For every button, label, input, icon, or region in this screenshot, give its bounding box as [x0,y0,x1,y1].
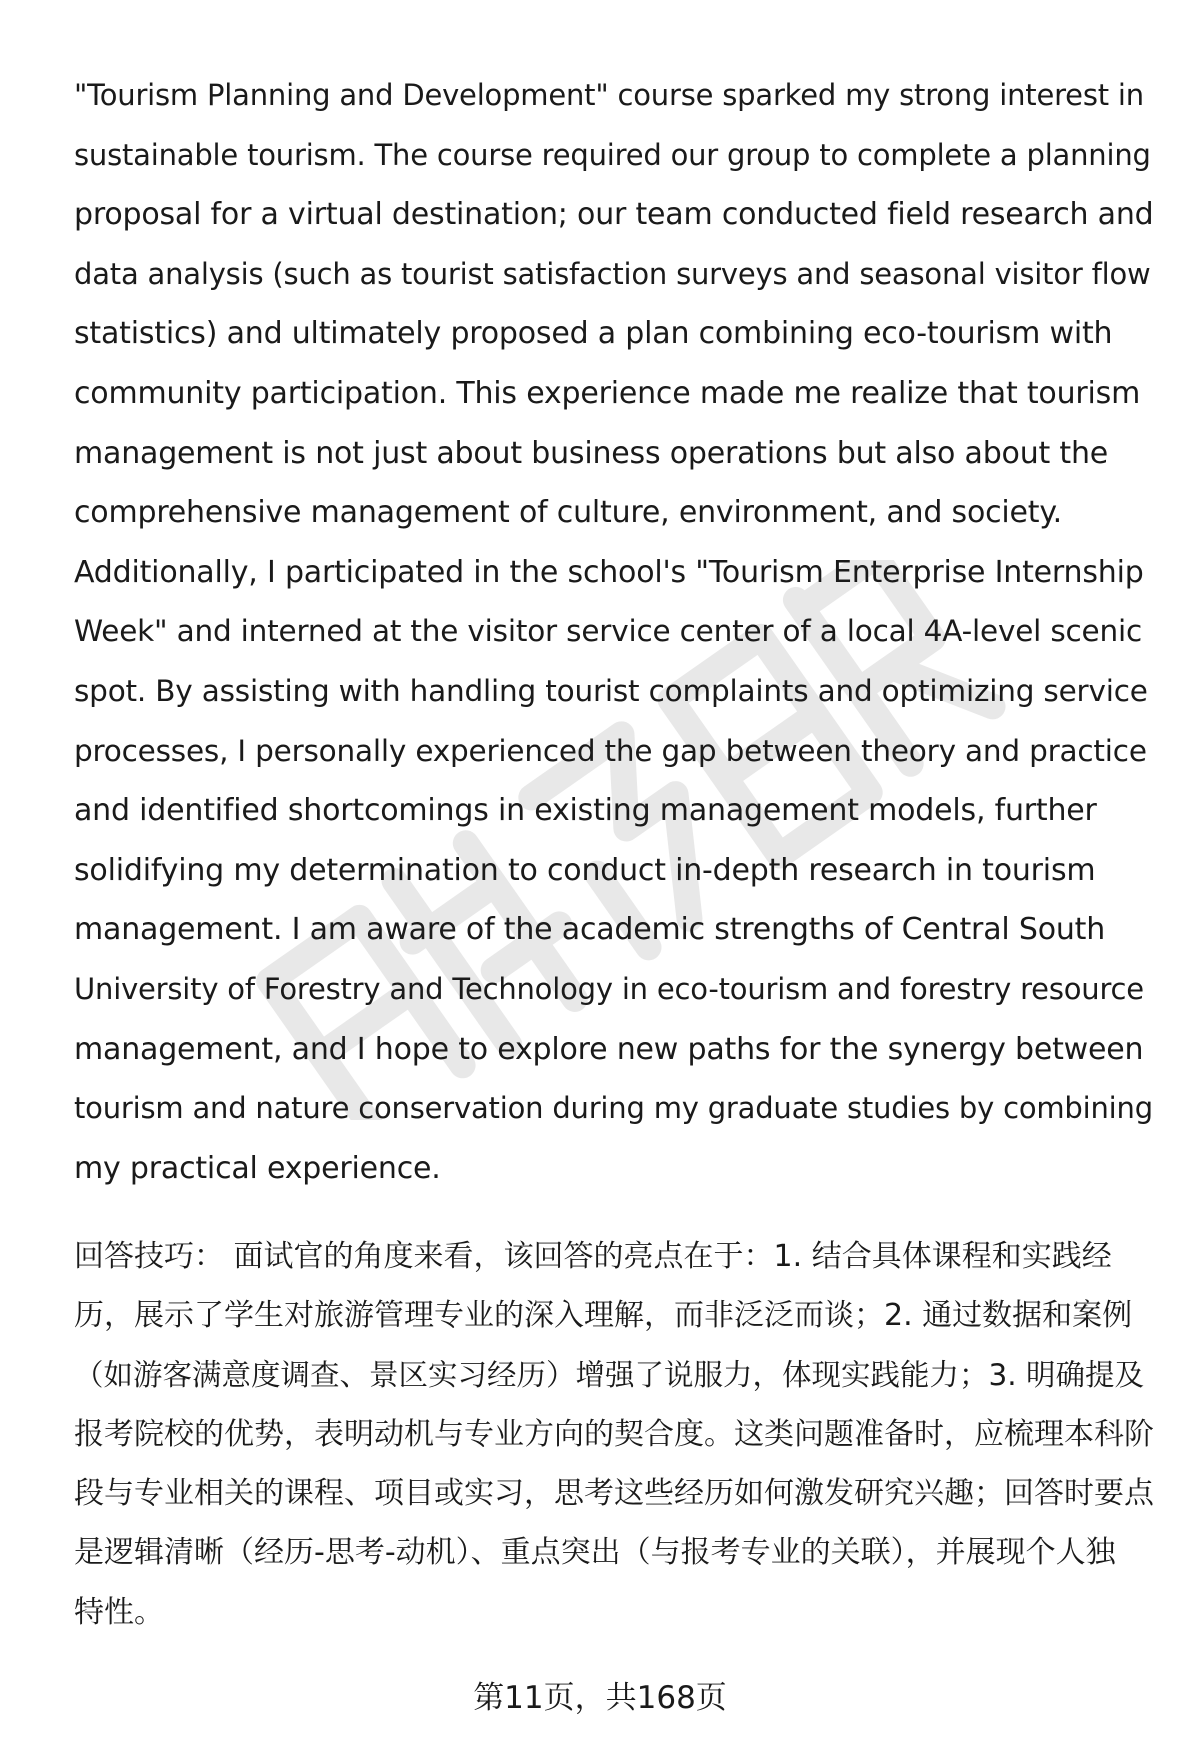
answer-line: community participation. This experience made me realize that tourism [74,375,1141,411]
answer-line: and identified shortcomings in existing management models, further [74,793,1097,829]
answer-line: spot. By assisting with handling tourist complaints and optimizing service [74,673,1148,708]
answer-line: statistics) and ultimately proposed a plan combining eco-tourism with [74,316,1113,352]
answer-line: data analysis (such as tourist satisfaction surveys and seasonal visitor flow [74,256,1151,291]
answer-line: management, and I hope to explore new paths for the synergy between [74,1031,1144,1067]
answer-line: sustainable tourism. The course required our group to complete a planning [74,137,1151,172]
answer-line: "Tourism Planning and Development" course sparked my strong interest in [74,78,1144,112]
answer-line: Week" and interned at the visitor service center of a local 4A-level scenic [74,614,1143,649]
answer-line: processes, I personally experienced the gap between theory and practice [74,733,1147,768]
tips-line: 是逻辑清晰（经历-思考-动机）、重点突出（与报考专业的关联），并展现个人独 [74,1535,1116,1571]
answer-line: tourism and nature conservation during my graduate studies by combining [74,1091,1153,1126]
answer-line: Additionally, I participated in the school's "Tourism Enterprise Internship [74,554,1144,590]
answer-line: University of Forestry and Technology in eco-tourism and forestry resource [74,971,1144,1006]
answer-line: management is not just about business operations but also about the [74,435,1109,471]
tips-line: 段与专业相关的课程、项目或实习，思考这些经历如何激发研究兴趣；回答时要点 [74,1476,1154,1512]
tips-line: 历，展示了学生对旅游管理专业的深入理解，而非泛泛而谈；2. 通过数据和案例 [74,1298,1133,1334]
answer-line: my practical experience. [74,1150,441,1186]
tips-line: 特性。 [74,1594,164,1630]
answer-line: solidifying my determination to conduct in-depth research in tourism [74,852,1096,888]
answer-paragraph [74,66,1154,1198]
answer-line: proposal for a virtual destination; our team conducted field research and [74,197,1154,233]
answer-line: management. I am aware of the academic strengths of Central South [74,912,1106,948]
answer-tips-paragraph [74,1227,1154,1642]
tips-line: 回答技巧： 面试官的角度来看，该回答的亮点在于：1. 结合具体课程和实践经 [74,1239,1112,1274]
page-number: 第11页，共168页 [473,1680,727,1716]
tips-line: 报考院校的优势，表明动机与专业方向的契合度。这类问题准备时，应梳理本科阶 [74,1416,1154,1452]
tips-line: （如游客满意度调查、景区实习经历）增强了说服力，体现实践能力；3. 明确提及 [74,1357,1145,1392]
answer-line: comprehensive management of culture, environment, and society. [74,495,1062,531]
